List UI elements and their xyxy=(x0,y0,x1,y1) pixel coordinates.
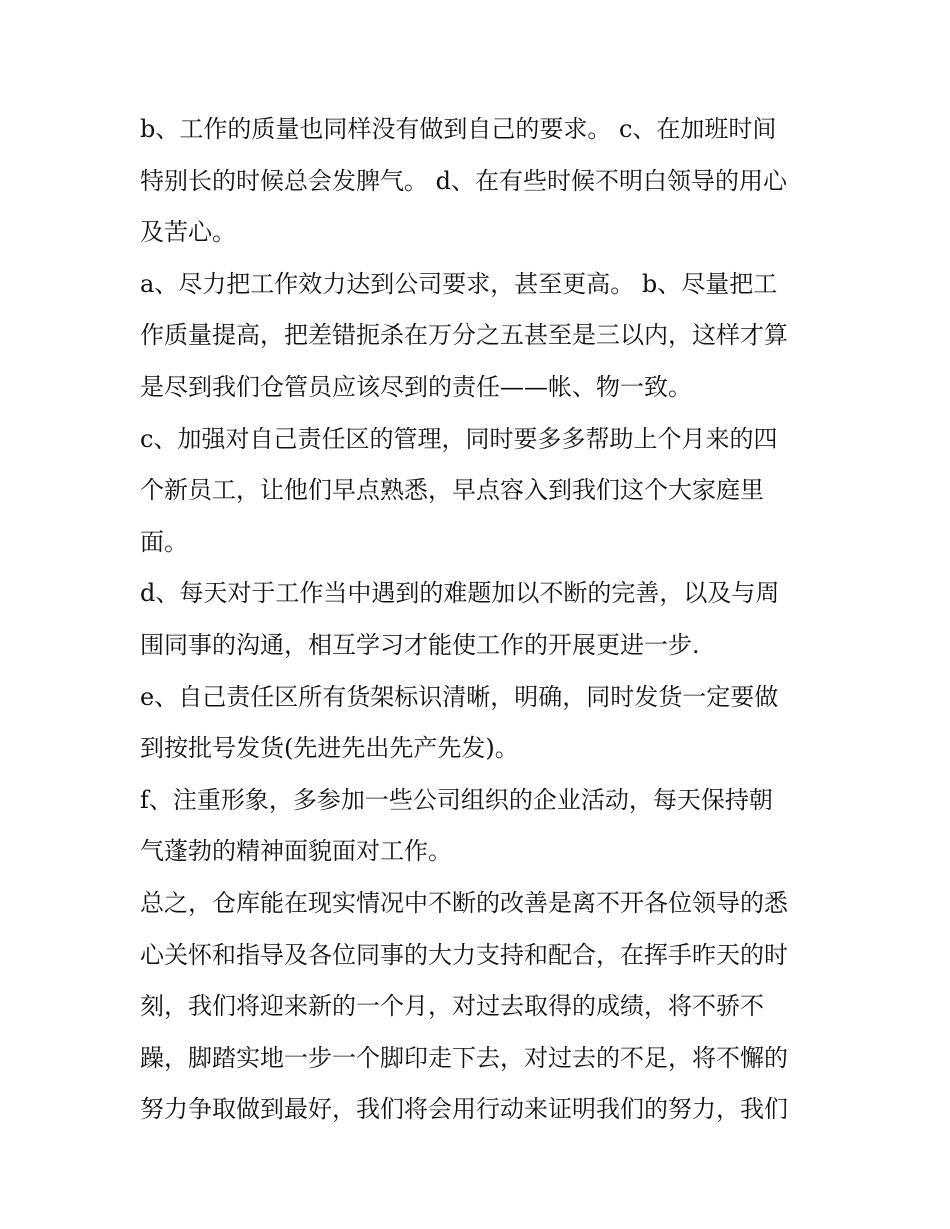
text-line: a、尽力把工作效力达到公司要求，甚至更高。 b、尽量把工 xyxy=(140,269,778,298)
text-line: 特别长的时候总会发脾气。 d、在有些时候不明白领导的用心 xyxy=(140,166,787,195)
text-line: b、工作的质量也同样没有做到自己的要求。 c、在加班时间 xyxy=(140,115,777,143)
text-line: 面。 xyxy=(140,527,188,556)
text-line: 个新员工，让他们早点熟悉，早点容入到我们这个大家庭里 xyxy=(140,476,764,505)
document-body xyxy=(140,104,820,1136)
text-line: f、注重形象，多参加一些公司组织的企业活动，每天保持朝 xyxy=(140,785,773,814)
text-line: 是尽到我们仓管员应该尽到的责任——帐、物一致。 xyxy=(140,372,692,401)
text-line: 刻，我们将迎来新的一个月，对过去取得的成绩，将不骄不 xyxy=(140,992,764,1021)
text-line: 心关怀和指导及各位同事的大力支持和配合，在挥手昨天的时 xyxy=(140,940,788,969)
text-line: 躁，脚踏实地一步一个脚印走下去，对过去的不足，将不懈的 xyxy=(140,1043,788,1072)
text-line: 到按批号发货(先进先出先产先发)。 xyxy=(140,734,519,763)
text-line: 围同事的沟通，相互学习才能使工作的开展更进一步. xyxy=(140,630,700,659)
text-line: 总之，仓库能在现实情况中不断的改善是离不开各位领导的悉 xyxy=(140,888,788,917)
text-line: c、加强对自己责任区的管理，同时要多多帮助上个月来的四 xyxy=(140,424,778,453)
text-line: 及苦心。 xyxy=(140,218,236,247)
text-line: d、每天对于工作当中遇到的难题加以不断的完善，以及与周 xyxy=(140,579,780,608)
text-line: e、自己责任区所有货架标识清晰，明确，同时发货一定要做 xyxy=(140,682,779,711)
text-line: 努力争取做到最好，我们将会用行动来证明我们的努力，我们 xyxy=(140,1095,788,1124)
text-line: 作质量提高，把差错扼杀在万分之五甚至是三以内，这样才算 xyxy=(140,321,788,350)
text-line: 气蓬勃的精神面貌面对工作。 xyxy=(140,837,452,866)
